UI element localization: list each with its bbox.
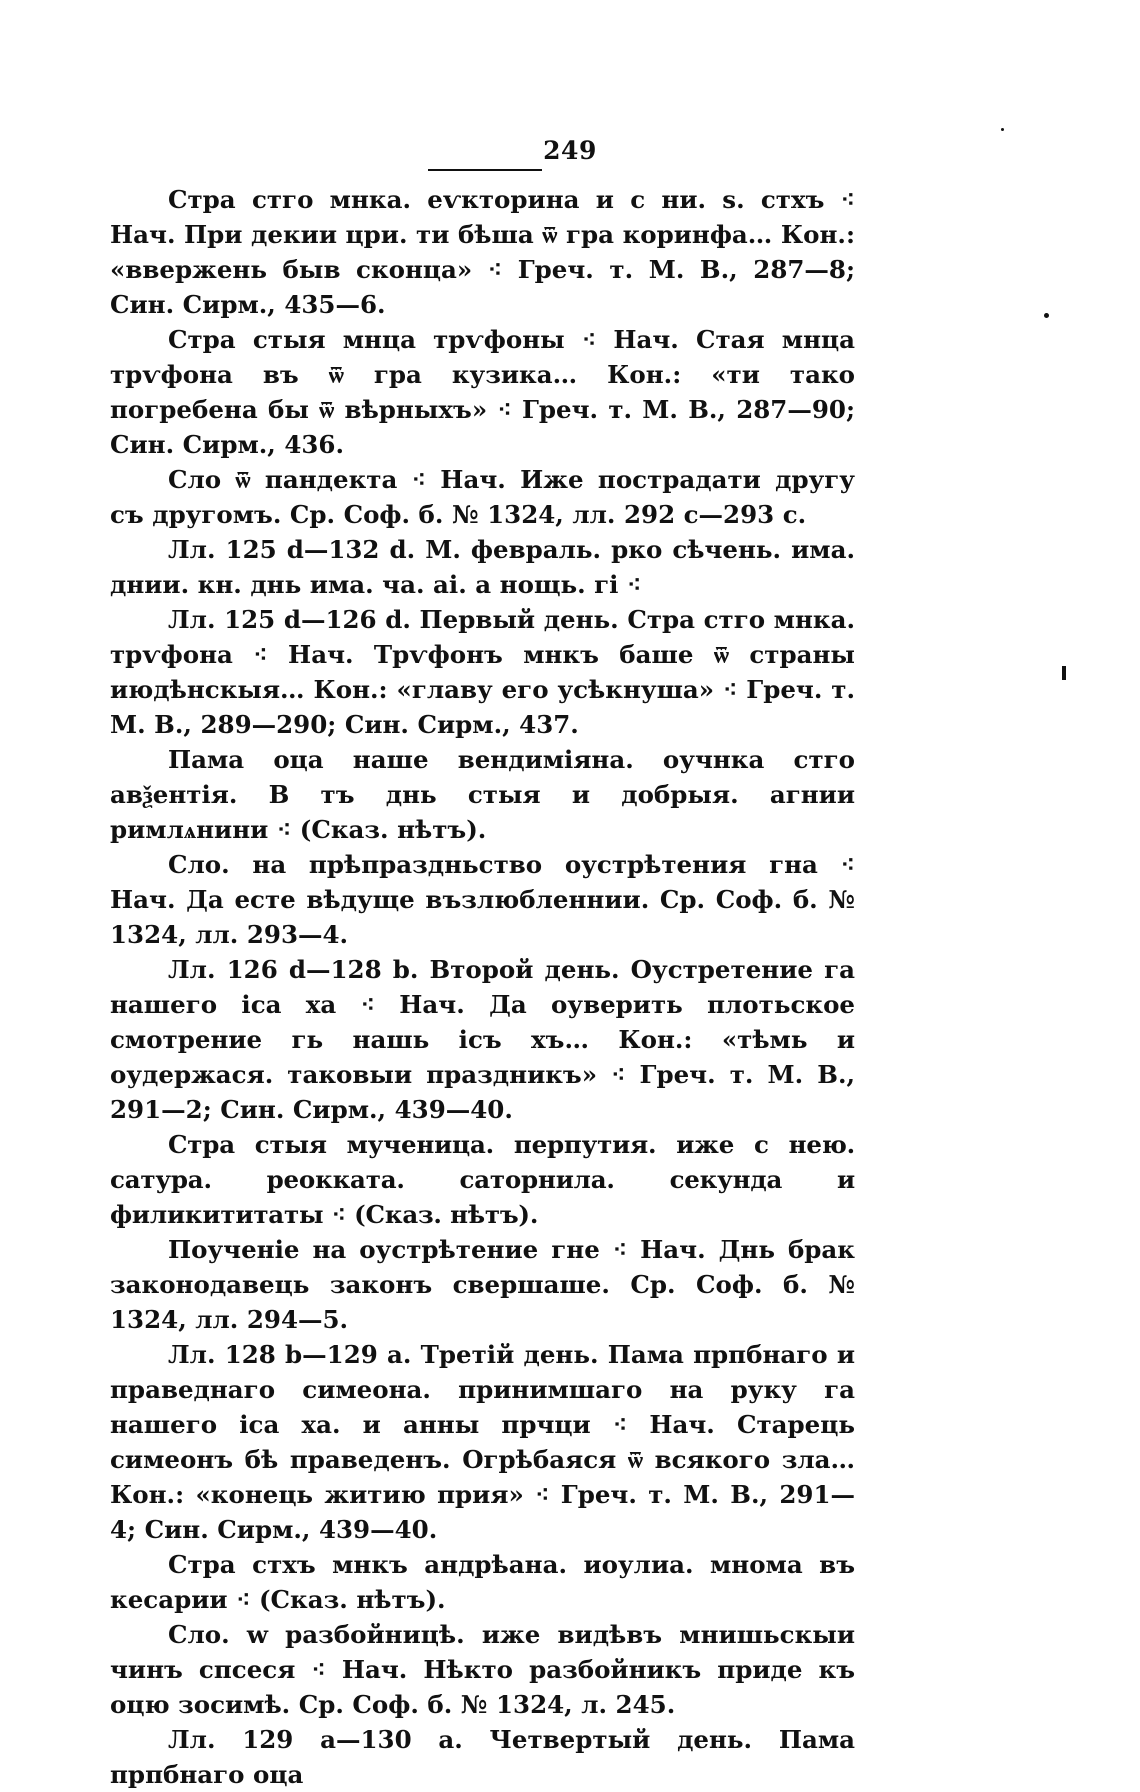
paragraph: Стра стхъ мнкъ андрѣана. иоулиа. мнома въ кесарии ⁖ (Сказ. нѣтъ). <box>110 1550 855 1614</box>
paragraph: Лл. 126 d—128 b. Второй день. Оустретение га нашего іса ха ⁖ Нач. Да оуверить плотьское смотрение гь нашь ісъ хъ… Кон.: «тѣмь и оудержася. таковыи праздникъ» ⁖ Греч. т. М. В., 291—2; Син. Сирм., 439—40. <box>110 955 855 1124</box>
paragraph: Стра стыя мнца трѵфоны ⁖ Нач. Стая мнца трѵфона въ ѿ гра кузика… Кон.: «ти тако погребена бы ѿ вѣрныхъ» ⁖ Греч. т. М. В., 287—90; Син. Сирм., 436. <box>110 325 855 459</box>
scan-speck <box>1062 666 1066 680</box>
body-text <box>110 182 855 1792</box>
paragraph: Лл. 125 d—126 d. Первый день. Стра стго мнка. трѵфона ⁖ Нач. Трѵфонъ мнкъ баше ѿ страны июдѣнскыя… Кон.: «главу его усѣкнуша» ⁖ Греч. т. М. В., 289—290; Син. Сирм., 437. <box>110 605 855 739</box>
paragraph: Пама оца наше вендиміяна. оучнка стго авѯентія. В тъ днь стыя и добрыя. агнии римлѧнини ⁖ (Сказ. нѣтъ). <box>110 745 855 844</box>
paragraph: Сло ѿ пандекта ⁖ Нач. Иже пострадати другу съ другомъ. Ср. Соф. б. № 1324, лл. 292 с—293 с. <box>110 465 855 529</box>
paragraph: Лл. 129 а—130 а. Четвертый день. Пама прпбнаго оца <box>110 1725 855 1789</box>
scan-speck <box>1001 128 1004 131</box>
paragraph: Стра стыя мученица. перпутия. иже с нею. сатура. реокката. саторнила. секунда и филикититаты ⁖ (Сказ. нѣтъ). <box>110 1130 855 1229</box>
header-rule <box>428 169 542 171</box>
paragraph: Сло. на прѣпраздньство оустрѣтения гна ⁖ Нач. Да есте вѣдуще възлюбленнии. Ср. Соф. б. № 1324, лл. 293—4. <box>110 850 855 949</box>
scan-speck <box>1044 313 1049 318</box>
paragraph: Лл. 128 b—129 а. Третій день. Пама прпбнаго и праведнаго симеона. принимшаго на руку га нашего іса ха. и анны прчци ⁖ Нач. Старець симеонъ бѣ праведенъ. Огрѣбаяся ѿ всякого зла… Кон.: «конець житию прия» ⁖ Греч. т. М. В., 291—4; Син. Сирм., 439—40. <box>110 1340 855 1544</box>
page-number: 249 <box>543 136 597 165</box>
paragraph: Стра стго мнка. еѵкторина и с ни. ѕ. стхъ ⁖ Нач. При декии цри. ти бѣша ѿ гра коринфа… Кон.: «ввержень быв сконца» ⁖ Греч. т. М. В., 287—8; Син. Сирм., 435—6. <box>110 185 855 319</box>
paragraph: Лл. 125 d—132 d. М. февраль. рко сѣчень. има. днии. кн. днь има. ча. аі. а нощь. гі ⁖ <box>110 535 855 599</box>
paragraph: Поученіе на оустрѣтение гне ⁖ Нач. Днь брак законодавець законъ свершаше. Ср. Соф. б. № 1324, лл. 294—5. <box>110 1235 855 1334</box>
paragraph: Сло. w разбойницѣ. иже видѣвъ мнишьскыи чинъ спсеся ⁖ Нач. Нѣкто разбойникъ приде къ оцю зосимѣ. Ср. Соф. б. № 1324, л. 245. <box>110 1620 855 1719</box>
